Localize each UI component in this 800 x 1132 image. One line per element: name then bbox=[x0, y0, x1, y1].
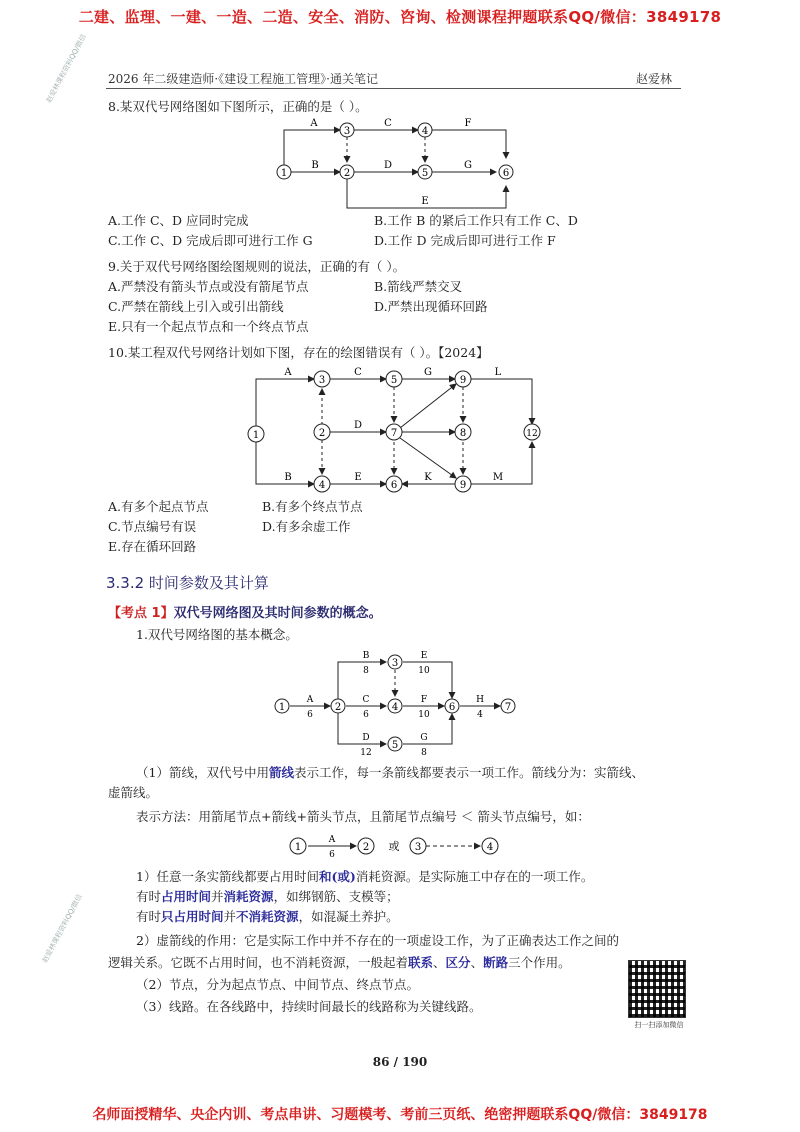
activity-label: F bbox=[420, 695, 428, 705]
node bbox=[388, 655, 402, 669]
q9-option-a: A.严禁没有箭头节点或没有箭尾节点 bbox=[108, 279, 309, 294]
highlight-term: 占用时间 bbox=[161, 889, 212, 904]
activity-label: C bbox=[384, 118, 392, 129]
activity-duration: 12 bbox=[360, 748, 372, 758]
activity-label: A bbox=[306, 695, 314, 705]
paragraph-continuation: 虚箭线。 bbox=[108, 785, 159, 800]
paragraph-nodes: （2）节点，分为起点节点、中间节点、终点节点。 bbox=[136, 977, 419, 992]
highlight-term: 区分 bbox=[445, 955, 471, 970]
node bbox=[275, 699, 289, 713]
highlight-term: 只占用时间 bbox=[161, 909, 224, 924]
node bbox=[410, 838, 426, 854]
paragraph-dummy-role bbox=[108, 954, 571, 972]
node bbox=[455, 476, 471, 492]
highlight-term: 不消耗资源 bbox=[236, 909, 299, 924]
activity-label: D bbox=[383, 160, 393, 171]
svg-text:2: 2 bbox=[362, 842, 370, 853]
text-run: 表示工作，每一条箭线都要表示一项工作。箭线分为：实箭线、 bbox=[293, 765, 644, 780]
q8-stem: 8.某双代号网络图如下图所示，正确的是（ ）。 bbox=[108, 99, 368, 114]
node bbox=[418, 123, 432, 137]
activity-label: E bbox=[354, 472, 362, 483]
activity-label: A bbox=[328, 835, 336, 845]
running-header-title: 2026 年二级建造师·《建设工程施工管理》·通关笔记 bbox=[108, 72, 378, 86]
node bbox=[418, 165, 432, 179]
q10-option-b: B.有多个终点节点 bbox=[262, 499, 363, 514]
node bbox=[314, 424, 330, 440]
text-run: 、 bbox=[433, 955, 446, 970]
q9-option-c: C.严禁在箭线上引入或引出箭线 bbox=[108, 299, 284, 314]
svg-text:5: 5 bbox=[421, 168, 429, 179]
svg-text:4: 4 bbox=[486, 842, 494, 853]
activity-duration: 6 bbox=[307, 710, 313, 720]
node bbox=[340, 123, 354, 137]
activity-duration: 6 bbox=[363, 710, 369, 720]
q10-stem: 10.某工程双代号网络计划如下图，存在的绘图错误有（ ）。【2024】 bbox=[108, 345, 489, 360]
activity-label: A bbox=[284, 367, 292, 378]
paragraph-dummy-arrow: 2）虚箭线的作用：它是实际工作中并不存在的一项虚设工作，为了正确表达工作之间的 bbox=[136, 933, 619, 948]
text-run: ，如混凝土养护。 bbox=[298, 909, 399, 924]
svg-text:1: 1 bbox=[278, 702, 286, 713]
running-header-author: 赵爱林 bbox=[636, 72, 673, 86]
activity-duration: 8 bbox=[421, 748, 427, 758]
svg-text:4: 4 bbox=[421, 126, 429, 137]
svg-text:6: 6 bbox=[390, 480, 398, 491]
text-run: 有时 bbox=[136, 909, 162, 924]
highlight-term: 联系 bbox=[408, 955, 434, 970]
highlight-term: 消耗资源 bbox=[223, 889, 274, 904]
q9-option-e: E.只有一个起点节点和一个终点节点 bbox=[108, 319, 309, 334]
q8-option-b: B.工作 B 的紧后工作只有工作 C、D bbox=[374, 213, 578, 228]
basic-network-diagram bbox=[266, 650, 526, 760]
text-run: 、 bbox=[470, 955, 484, 970]
paragraph-notation: 表示方法：用箭尾节点+箭线+箭头节点，且箭尾节点编号 ＜ 箭头节点编号，如： bbox=[136, 809, 590, 824]
node bbox=[388, 737, 402, 751]
qr-caption: 扫一扫添加微信 bbox=[634, 1021, 684, 1029]
node bbox=[386, 424, 402, 440]
svg-text:6: 6 bbox=[502, 168, 510, 179]
paragraph-arrow-definition bbox=[136, 764, 644, 782]
q10-option-a: A.有多个起点节点 bbox=[108, 499, 209, 514]
text-run: （1）箭线，双代号中用 bbox=[136, 765, 269, 780]
activity-label: L bbox=[494, 367, 502, 378]
svg-text:5: 5 bbox=[390, 375, 398, 386]
activity-label: E bbox=[421, 196, 429, 207]
section-heading: 3.3.2 时间参数及其计算 bbox=[106, 574, 269, 592]
svg-text:9: 9 bbox=[459, 480, 467, 491]
or-word: 或 bbox=[388, 840, 400, 853]
node bbox=[445, 699, 459, 713]
text-run: 消耗资源。是实际施工中存在的一项工作。 bbox=[355, 869, 594, 884]
activity-label: A bbox=[310, 118, 318, 129]
node bbox=[388, 699, 402, 713]
kaodian-tag: 【考点 1】 bbox=[108, 606, 174, 621]
activity-label: H bbox=[476, 695, 484, 705]
svg-text:7: 7 bbox=[504, 702, 512, 713]
svg-text:5: 5 bbox=[391, 740, 399, 751]
svg-text:8: 8 bbox=[459, 428, 467, 439]
node bbox=[277, 165, 291, 179]
concept-heading: 1.双代号网络图的基本概念。 bbox=[136, 627, 298, 642]
activity-label: K bbox=[424, 472, 432, 483]
svg-text:1: 1 bbox=[294, 842, 302, 853]
activity-label: B bbox=[311, 160, 319, 171]
paragraph-example-2 bbox=[136, 908, 399, 926]
node bbox=[455, 424, 471, 440]
svg-text:3: 3 bbox=[343, 126, 351, 137]
q8-option-c: C.工作 C、D 完成后即可进行工作 G bbox=[108, 233, 313, 248]
activity-label: D bbox=[353, 420, 363, 431]
activity-label: G bbox=[420, 733, 428, 743]
q9-stem: 9.关于双代号网络图绘图规则的说法，正确的有（ ）。 bbox=[108, 259, 406, 274]
bottom-promo-banner: 名师面授精华、央企内训、考点串讲、习题模考、考前三页纸、绝密押题联系QQ/微信：3849178 bbox=[92, 1107, 708, 1123]
activity-duration: 4 bbox=[477, 710, 483, 720]
text-run: 并 bbox=[211, 889, 224, 904]
activity-label: F bbox=[464, 118, 472, 129]
node bbox=[524, 424, 540, 440]
svg-text:3: 3 bbox=[391, 658, 399, 669]
q10-option-c: C.节点编号有误 bbox=[108, 519, 197, 534]
activity-duration: 8 bbox=[363, 666, 369, 676]
activity-label: B bbox=[362, 651, 370, 661]
svg-text:1: 1 bbox=[252, 430, 260, 441]
node bbox=[340, 165, 354, 179]
kaodian-heading bbox=[108, 602, 382, 621]
q8-option-d: D.工作 D 完成后即可进行工作 F bbox=[374, 233, 556, 248]
activity-duration: 10 bbox=[418, 710, 430, 720]
svg-text:4: 4 bbox=[318, 480, 326, 491]
svg-text:3: 3 bbox=[318, 375, 326, 386]
q10-network-diagram bbox=[240, 364, 550, 499]
node bbox=[501, 699, 515, 713]
text-run: 逻辑关系。它既不占用时间，也不消耗资源，一般起着 bbox=[108, 955, 409, 970]
node bbox=[499, 165, 513, 179]
activity-label: E bbox=[420, 651, 428, 661]
text-run: 三个作用。 bbox=[508, 955, 571, 970]
text-run: 有时 bbox=[136, 889, 162, 904]
qr-code-image bbox=[628, 960, 686, 1018]
q10-option-e: E.存在循环回路 bbox=[108, 539, 197, 554]
q9-option-d: D.严禁出现循环回路 bbox=[374, 299, 488, 314]
node bbox=[331, 699, 345, 713]
text-run: ，如绑钢筋、支模等； bbox=[273, 889, 399, 904]
svg-text:4: 4 bbox=[391, 702, 399, 713]
paragraph-paths: （3）线路。在各线路中，持续时间最长的线路称为关键线路。 bbox=[136, 999, 482, 1014]
node bbox=[482, 838, 498, 854]
svg-text:2: 2 bbox=[334, 702, 342, 713]
activity-duration: 6 bbox=[329, 850, 335, 860]
activity-label: C bbox=[354, 367, 362, 378]
q10-option-d: D.有多余虚工作 bbox=[262, 519, 351, 534]
node bbox=[386, 371, 402, 387]
node bbox=[314, 371, 330, 387]
activity-label: M bbox=[492, 472, 504, 483]
svg-text:1: 1 bbox=[280, 168, 288, 179]
node bbox=[386, 476, 402, 492]
text-run: 并 bbox=[223, 909, 237, 924]
activity-label: G bbox=[464, 160, 472, 171]
paragraph-example-1 bbox=[136, 888, 399, 906]
watermark-text: 赵爱林课程资料QQ/微信 bbox=[40, 893, 84, 965]
node bbox=[248, 426, 264, 442]
svg-text:2: 2 bbox=[318, 428, 326, 439]
page-number: 86 / 190 bbox=[372, 1055, 428, 1069]
highlight-term: 和(或) bbox=[318, 869, 356, 884]
notation-example-diagram bbox=[284, 832, 514, 862]
svg-text:3: 3 bbox=[414, 842, 422, 853]
watermark-text: 赵爱林课程资料QQ/微信 bbox=[44, 33, 88, 105]
activity-label: D bbox=[362, 733, 370, 743]
q9-option-b: B.箭线严禁交叉 bbox=[374, 279, 463, 294]
node bbox=[455, 371, 471, 387]
svg-text:12: 12 bbox=[526, 429, 538, 439]
q8-network-diagram bbox=[270, 112, 520, 212]
node bbox=[358, 838, 374, 854]
activity-duration: 10 bbox=[418, 666, 430, 676]
activity-label: G bbox=[424, 367, 432, 378]
activity-label: B bbox=[284, 472, 292, 483]
svg-text:7: 7 bbox=[390, 428, 398, 439]
kaodian-title: 双代号网络图及其时间参数的概念。 bbox=[173, 606, 382, 621]
svg-text:2: 2 bbox=[343, 168, 351, 179]
q8-option-a: A.工作 C、D 应同时完成 bbox=[108, 213, 249, 228]
svg-text:9: 9 bbox=[459, 375, 467, 386]
highlight-term: 断路 bbox=[483, 955, 509, 970]
node bbox=[314, 476, 330, 492]
activity-label: C bbox=[362, 695, 370, 705]
node bbox=[290, 838, 306, 854]
text-run: 1）任意一条实箭线都要占用时间 bbox=[136, 869, 319, 884]
header-rule bbox=[106, 88, 681, 89]
highlight-term: 箭线 bbox=[268, 765, 294, 780]
top-promo-banner: 二建、监理、一建、一造、二造、安全、消防、咨询、检测课程押题联系QQ/微信：3849178 bbox=[78, 8, 722, 26]
paragraph-solid-arrow bbox=[136, 868, 593, 886]
svg-text:6: 6 bbox=[448, 702, 456, 713]
